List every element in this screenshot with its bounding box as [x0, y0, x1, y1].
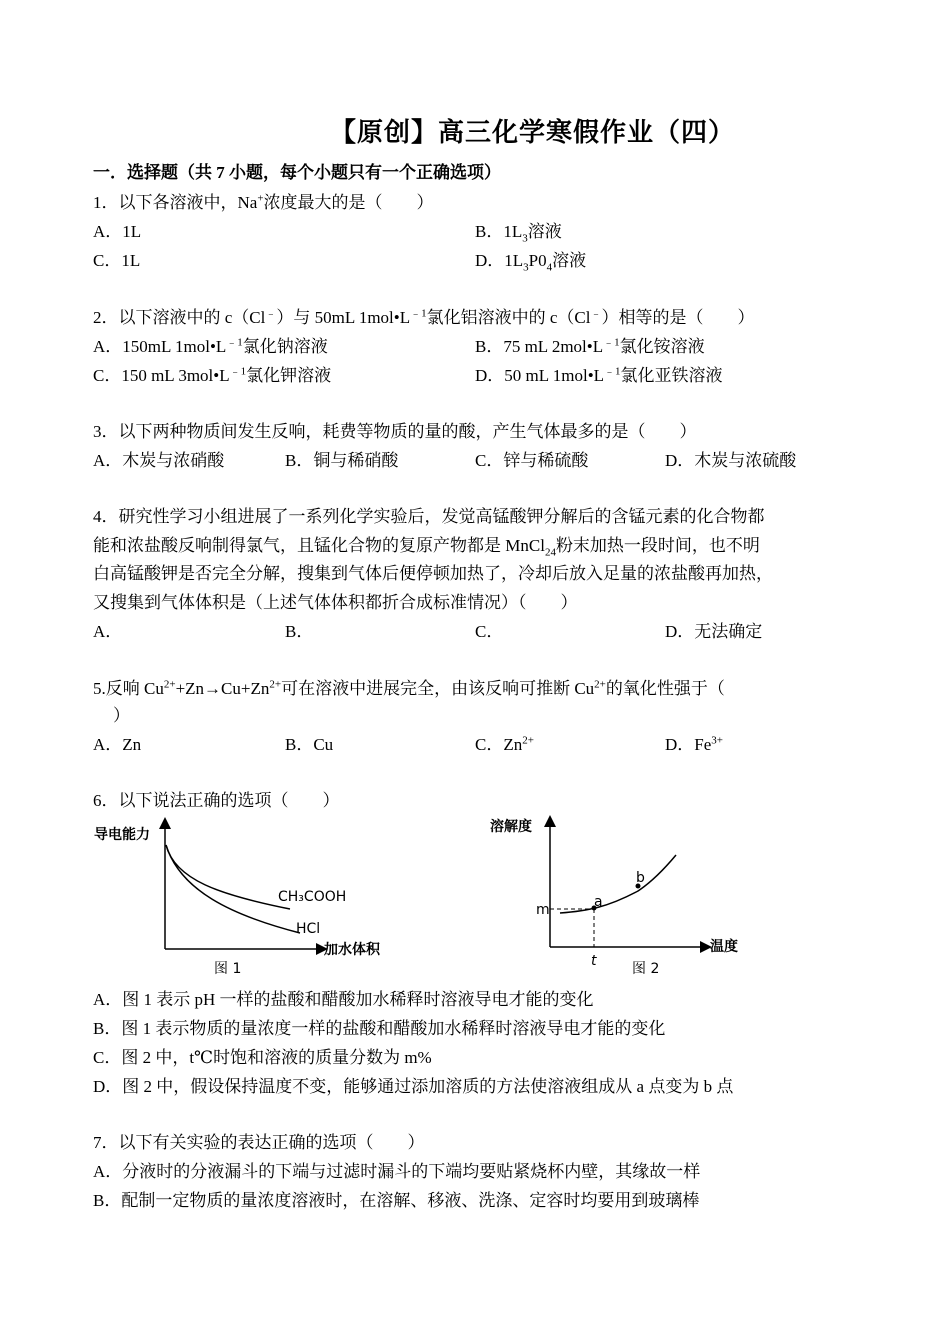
fig1-label-hcl: HCl	[296, 921, 321, 937]
question-7-stem: 7．以下有关实验的表达正确的选项（ ）	[93, 1133, 425, 1152]
figure-1-conductivity-graph	[90, 815, 420, 980]
fig2-label-t: t	[591, 953, 597, 969]
question-1-stem: 1．以下各溶液中，Na+浓度最大的是（ ）	[93, 192, 434, 212]
q1-option-c: C．1L	[93, 251, 141, 270]
q3-option-c: C．锌与稀硫酸	[475, 451, 589, 470]
fig1-y-label: 导电能力	[94, 827, 150, 843]
q5-option-b: B．Cu	[285, 735, 334, 754]
q6-option-d: D．图 2 中，假设保持温度不变，能够通过添加溶质的方法使溶液组成从 a 点变为 b 点	[93, 1077, 734, 1096]
question-4-line-4: 又搜集到气体体积是（上述气体体积都折合成标准情况）（ ）	[93, 593, 578, 612]
question-2-stem: 2．以下溶液中的 c（Cl﹣）与 50mL $1mol•L^{﹣1}$氯化铝溶液中的 c（Cl﹣）相等的是（ ）	[93, 307, 755, 327]
question-4-line-2: 能和浓盐酸反响制得氯气，且锰化合物的复原产物都是 MnCl$_{24}$粉末加热一段时间，也不明	[93, 536, 760, 559]
q2-option-d: D．50 mL $1mol•L^{﹣1}$氯化亚铁溶液	[475, 365, 723, 385]
fig1-caption: 图 1	[214, 961, 242, 977]
fig1-label-ch3cooh: CH₃COOH	[278, 889, 347, 905]
q6-option-b: B．图 1 表示物质的量浓度一样的盐酸和醋酸加水稀释时溶液导电才能的变化	[93, 1019, 666, 1038]
fig2-x-label: 温度	[710, 939, 738, 955]
q4-option-c: C．	[475, 622, 504, 641]
q3-option-d: D．木炭与浓硫酸	[665, 451, 797, 470]
figure-2-solubility-graph	[488, 815, 758, 980]
q7-option-a: A．分液时的分液漏斗的下端与过滤时漏斗的下端均要贴紧烧杯内壁，其缘故一样	[93, 1162, 701, 1181]
q1-option-b: B．$1L_3$溶液	[475, 222, 562, 245]
q3-option-a: A．木炭与浓硝酸	[93, 451, 225, 470]
q2-option-a: A．150mL $1mol•L^{﹣1}$氯化钠溶液	[93, 336, 328, 356]
q5-option-c: C．$Zn^{2+}$	[475, 734, 534, 754]
q6-option-c: C．图 2 中，t℃时饱和溶液的质量分数为 m%	[93, 1048, 432, 1067]
q3-option-b: B．铜与稀硝酸	[285, 451, 399, 470]
q6-option-a: A．图 1 表示 pH 一样的盐酸和醋酸加水稀释时溶液导电才能的变化	[93, 990, 594, 1009]
q7-option-b: B．配制一定物质的量浓度溶液时，在溶解、移液、洗涤、定容时均要用到玻璃棒	[93, 1191, 700, 1210]
q5-option-d: D．$Fe^{3+}$	[665, 734, 723, 754]
q5-option-a: A．Zn	[93, 735, 142, 754]
q1-option-a: A．1L	[93, 222, 142, 241]
section-heading: 一．选择题（共 7 小题，每个小题只有一个正确选项）	[93, 163, 501, 182]
question-5-stem-end: ）	[113, 706, 130, 725]
question-5-stem: 5.反响 $Cu^{2+}+Zn\to Cu+Zn^{2+}$可在溶液中进展完全，由该反响可推断 $Cu^{2+}$的氧化性强于（	[93, 678, 725, 698]
fig2-label-a: a	[594, 894, 603, 910]
fig2-label-m: m	[536, 902, 550, 918]
fig2-caption: 图 2	[632, 961, 660, 977]
question-4-line-3: 白高锰酸钾是否完全分解，搜集到气体后便停顿加热了，冷却后放入足量的浓盐酸再加热，	[93, 564, 773, 583]
q1-option-d: D．$1L_3P0_4$溶液	[475, 251, 587, 274]
q2-option-c: C．150 mL $3mol•L^{﹣1}$氯化钾溶液	[93, 365, 332, 385]
q4-option-d: D．无法确定	[665, 622, 763, 641]
question-3-stem: 3．以下两种物质间发生反响，耗费等物质的量的酸，产生气体最多的是（ ）	[93, 422, 697, 441]
question-6-stem: 6．以下说法正确的选项（ ）	[93, 791, 340, 810]
page-title: 【原创】高三化学寒假作业（四）	[330, 118, 736, 148]
fig2-solubility-curve	[560, 855, 676, 913]
fig2-label-b: b	[636, 870, 645, 886]
question-4-line-1: 4．研究性学习小组进展了一系列化学实验后，发觉高锰酸钾分解后的含锰元素的化合物都	[93, 507, 765, 526]
q2-option-b: B．75 mL $2mol•L^{﹣1}$氯化铵溶液	[475, 336, 705, 356]
q4-option-a: A．	[93, 622, 123, 641]
q4-option-b: B．	[285, 622, 314, 641]
fig1-x-label: 加水体积	[324, 942, 380, 958]
fig2-y-label: 溶解度	[490, 819, 532, 835]
